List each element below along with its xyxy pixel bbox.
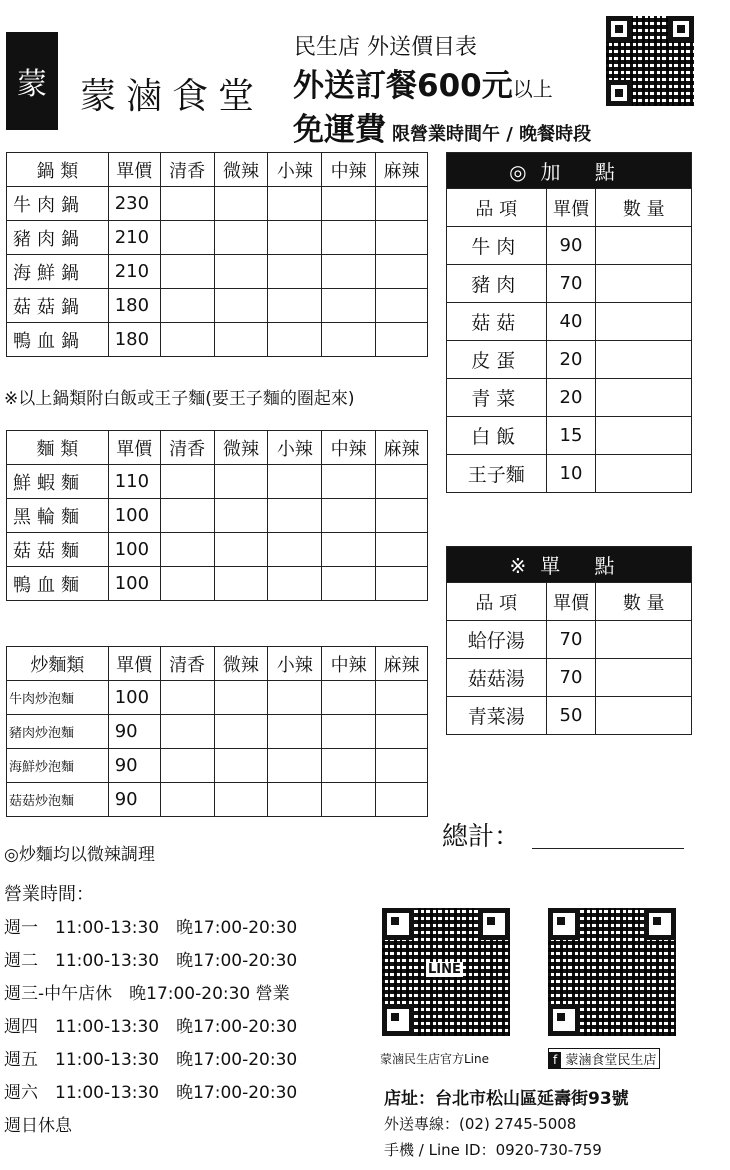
table-row (7, 567, 428, 601)
table-row (7, 221, 428, 255)
spice-cell[interactable] (160, 783, 214, 817)
hours-row: 週二 11:00-13:30 晚17:00-20:30 (4, 951, 298, 971)
shop-name: 蒙滷食堂 (80, 76, 265, 117)
spice-cell[interactable] (376, 187, 428, 221)
col-header: 小辣 (268, 647, 322, 681)
spice-cell[interactable] (322, 323, 376, 357)
item-name: 白飯 (447, 417, 547, 455)
limit-note: 限營業時間午 / 晚餐時段 (392, 124, 592, 145)
spice-cell[interactable] (322, 749, 376, 783)
item-price: 20 (546, 379, 596, 417)
hours-row: 週五 11:00-13:30 晚17:00-20:30 (4, 1050, 298, 1070)
col-header: 鍋 類 (7, 153, 109, 187)
single-title: ※單 點 (447, 547, 692, 583)
item-name: 蛤仔湯 (447, 621, 547, 659)
spice-cell[interactable] (160, 187, 214, 221)
col-header: 品 項 (447, 189, 547, 227)
line-logo: LINE (428, 962, 461, 977)
spice-cell[interactable] (376, 323, 428, 357)
item-price: 90 (108, 749, 160, 783)
spice-cell[interactable] (322, 499, 376, 533)
total-field[interactable] (532, 848, 684, 849)
quantity-cell[interactable] (596, 455, 692, 493)
table-header-row (7, 647, 428, 681)
spice-cell[interactable] (322, 715, 376, 749)
quantity-cell[interactable] (596, 659, 692, 697)
table-row (447, 417, 692, 455)
quantity-cell[interactable] (596, 303, 692, 341)
item-name: 青菜湯 (447, 697, 547, 735)
item-price: 40 (546, 303, 596, 341)
table-row (447, 697, 692, 735)
col-header: 微辣 (214, 153, 268, 187)
col-header: 微辣 (214, 431, 268, 465)
table-row (7, 255, 428, 289)
logo-char: 蒙 (17, 67, 47, 102)
spice-cell[interactable] (160, 681, 214, 715)
col-header: 小辣 (268, 153, 322, 187)
hours-row: 週日休息 (4, 1116, 72, 1136)
col-header: 麻辣 (376, 647, 428, 681)
item-price: 100 (108, 567, 160, 601)
spice-cell[interactable] (268, 221, 322, 255)
item-name: 豬肉 (447, 265, 547, 303)
spice-cell[interactable] (214, 783, 268, 817)
table-row (447, 621, 692, 659)
spice-cell[interactable] (160, 567, 214, 601)
spice-cell[interactable] (214, 221, 268, 255)
table-row (7, 681, 428, 715)
spice-cell[interactable] (214, 681, 268, 715)
free-shipping-line (293, 104, 591, 149)
spice-cell[interactable] (268, 715, 322, 749)
quantity-cell[interactable] (596, 379, 692, 417)
spice-cell[interactable] (214, 499, 268, 533)
item-price: 50 (546, 697, 596, 735)
spice-cell[interactable] (322, 533, 376, 567)
spice-cell[interactable] (214, 567, 268, 601)
spice-cell[interactable] (268, 465, 322, 499)
spice-cell[interactable] (160, 749, 214, 783)
quantity-cell[interactable] (596, 341, 692, 379)
item-price: 15 (546, 417, 596, 455)
hours-title: 營業時間： (4, 884, 94, 905)
item-name: 鮮蝦麵 (7, 465, 109, 499)
col-header: 清香 (160, 647, 214, 681)
quantity-cell[interactable] (596, 417, 692, 455)
addon-title: ◎加 點 (447, 153, 692, 189)
spice-cell[interactable] (376, 749, 428, 783)
item-name: 黑輪麵 (7, 499, 109, 533)
quantity-cell[interactable] (596, 265, 692, 303)
table-row (7, 749, 428, 783)
fried-note: ◎炒麵均以微辣調理 (4, 845, 155, 865)
col-header: 麻辣 (376, 431, 428, 465)
spice-cell[interactable] (214, 749, 268, 783)
spice-cell[interactable] (160, 289, 214, 323)
item-name: 豬肉鍋 (7, 221, 109, 255)
col-header: 數 量 (596, 583, 692, 621)
table-row (447, 227, 692, 265)
item-price: 210 (108, 255, 160, 289)
spice-cell[interactable] (322, 187, 376, 221)
col-header: 單價 (108, 647, 160, 681)
col-header: 清香 (160, 431, 214, 465)
facebook-qr-code[interactable] (548, 908, 676, 1036)
col-header: 麵 類 (7, 431, 109, 465)
spice-cell[interactable] (268, 533, 322, 567)
spice-cell[interactable] (376, 221, 428, 255)
spice-cell[interactable] (322, 567, 376, 601)
spice-cell[interactable] (376, 533, 428, 567)
line-caption: 蒙滷民生店官方Line (380, 1052, 490, 1066)
table-row (7, 533, 428, 567)
spice-cell[interactable] (160, 465, 214, 499)
spice-cell[interactable] (160, 255, 214, 289)
single-table (446, 546, 692, 735)
item-price: 90 (108, 715, 160, 749)
item-name: 牛肉炒泡麵 (7, 681, 109, 715)
spice-cell[interactable] (376, 255, 428, 289)
noodle-table (6, 430, 428, 601)
table-row (447, 341, 692, 379)
free-shipping: 免運費 (293, 112, 386, 148)
hours-row: 週三-中午店休 晚17:00-20:30 營業 (4, 984, 290, 1004)
col-header: 清香 (160, 153, 214, 187)
top-qr-code[interactable] (606, 16, 694, 106)
item-name: 鴨血鍋 (7, 323, 109, 357)
table-row (447, 455, 692, 493)
item-name: 皮蛋 (447, 341, 547, 379)
item-name: 菇菇麵 (7, 533, 109, 567)
table-row (7, 783, 428, 817)
quantity-cell[interactable] (596, 227, 692, 265)
col-header: 單價 (108, 431, 160, 465)
col-header: 小辣 (268, 431, 322, 465)
promo-small: 以上 (512, 77, 553, 101)
fb-caption: 蒙滷食堂民生店 (565, 1053, 657, 1068)
spice-cell[interactable] (376, 499, 428, 533)
spice-cell[interactable] (376, 715, 428, 749)
item-price: 180 (108, 289, 160, 323)
table-row (7, 465, 428, 499)
business-hours (4, 880, 297, 1144)
spice-cell[interactable] (268, 749, 322, 783)
col-header: 單價 (108, 153, 160, 187)
spice-cell[interactable] (214, 533, 268, 567)
shop-address: 店址：台北市松山區延壽街93號 (384, 1089, 629, 1109)
mobile-line-id: 手機 / Line ID：0920-730-759 (384, 1141, 602, 1159)
delivery-phone: 外送專線：(02) 2745-5008 (384, 1115, 577, 1133)
quantity-cell[interactable] (596, 621, 692, 659)
item-price: 90 (546, 227, 596, 265)
item-price: 230 (108, 187, 160, 221)
spice-cell[interactable] (322, 783, 376, 817)
spice-cell[interactable] (160, 323, 214, 357)
spice-cell[interactable] (322, 681, 376, 715)
page-subtitle: 民生店 外送價目表 (294, 35, 477, 60)
item-price: 100 (108, 681, 160, 715)
table-row (7, 499, 428, 533)
spice-cell[interactable] (322, 289, 376, 323)
item-price: 210 (108, 221, 160, 255)
item-price: 70 (546, 621, 596, 659)
spice-cell[interactable] (322, 221, 376, 255)
hotpot-note: ※以上鍋類附白飯或王子麵(要王子麵的圈起來) (4, 389, 355, 409)
table-row (447, 379, 692, 417)
col-header: 數 量 (596, 189, 692, 227)
spice-cell[interactable] (268, 783, 322, 817)
spice-cell[interactable] (214, 465, 268, 499)
item-name: 豬肉炒泡麵 (7, 715, 109, 749)
item-name: 海鮮炒泡麵 (7, 749, 109, 783)
line-qr-code[interactable] (382, 908, 510, 1036)
col-header: 中辣 (322, 431, 376, 465)
promo-big: 外送訂餐600元 (293, 68, 513, 104)
table-header-row (447, 189, 692, 227)
spice-cell[interactable] (160, 533, 214, 567)
spice-cell[interactable] (376, 681, 428, 715)
spice-cell[interactable] (268, 323, 322, 357)
table-header-row (447, 583, 692, 621)
spice-cell[interactable] (160, 221, 214, 255)
spice-cell[interactable] (214, 255, 268, 289)
spice-cell[interactable] (214, 323, 268, 357)
item-price: 180 (108, 323, 160, 357)
addon-table (446, 152, 692, 493)
spice-cell[interactable] (268, 289, 322, 323)
item-name: 牛肉鍋 (7, 187, 109, 221)
spice-cell[interactable] (376, 783, 428, 817)
col-header: 炒麵類 (7, 647, 109, 681)
item-name: 菇菇 (447, 303, 547, 341)
spice-cell[interactable] (376, 289, 428, 323)
spice-cell[interactable] (214, 715, 268, 749)
item-price: 100 (108, 533, 160, 567)
item-name: 牛肉 (447, 227, 547, 265)
item-price: 90 (108, 783, 160, 817)
item-name: 海鮮鍋 (7, 255, 109, 289)
item-name: 鴨血麵 (7, 567, 109, 601)
item-name: 王子麵 (447, 455, 547, 493)
item-price: 70 (546, 659, 596, 697)
table-row (7, 289, 428, 323)
logo-mark (6, 32, 58, 130)
item-price: 10 (546, 455, 596, 493)
spice-cell[interactable] (214, 289, 268, 323)
promo-line (293, 60, 553, 105)
total-label: 總計： (442, 822, 521, 852)
item-price: 100 (108, 499, 160, 533)
spice-cell[interactable] (268, 499, 322, 533)
spice-cell[interactable] (376, 567, 428, 601)
item-price: 110 (108, 465, 160, 499)
spice-cell[interactable] (376, 465, 428, 499)
fried-noodle-table (6, 646, 428, 817)
spice-cell[interactable] (160, 499, 214, 533)
spice-cell[interactable] (322, 255, 376, 289)
hours-row: 週一 11:00-13:30 晚17:00-20:30 (4, 918, 298, 938)
table-row (447, 303, 692, 341)
col-header: 微辣 (214, 647, 268, 681)
table-row (447, 659, 692, 697)
col-header: 中辣 (322, 647, 376, 681)
spice-cell[interactable] (268, 187, 322, 221)
spice-cell[interactable] (268, 567, 322, 601)
hotpot-table (6, 152, 428, 357)
table-header-row (7, 153, 428, 187)
table-row (447, 265, 692, 303)
spice-cell[interactable] (268, 255, 322, 289)
col-header: 單價 (546, 583, 596, 621)
col-header: 品 項 (447, 583, 547, 621)
table-header-row (7, 431, 428, 465)
spice-cell[interactable] (160, 715, 214, 749)
item-name: 菇菇鍋 (7, 289, 109, 323)
col-header: 單價 (546, 189, 596, 227)
spice-cell[interactable] (214, 187, 268, 221)
facebook-icon: f (549, 1052, 561, 1068)
fb-caption-box (548, 1048, 660, 1069)
item-price: 70 (546, 265, 596, 303)
item-price: 20 (546, 341, 596, 379)
col-header: 麻辣 (376, 153, 428, 187)
spice-cell[interactable] (268, 681, 322, 715)
table-row (7, 323, 428, 357)
col-header: 中辣 (322, 153, 376, 187)
hours-row: 週四 11:00-13:30 晚17:00-20:30 (4, 1017, 298, 1037)
spice-cell[interactable] (322, 465, 376, 499)
item-name: 青菜 (447, 379, 547, 417)
item-name: 菇菇炒泡麵 (7, 783, 109, 817)
table-row (7, 715, 428, 749)
hours-row: 週六 11:00-13:30 晚17:00-20:30 (4, 1083, 298, 1103)
table-row (7, 187, 428, 221)
quantity-cell[interactable] (596, 697, 692, 735)
item-name: 菇菇湯 (447, 659, 547, 697)
